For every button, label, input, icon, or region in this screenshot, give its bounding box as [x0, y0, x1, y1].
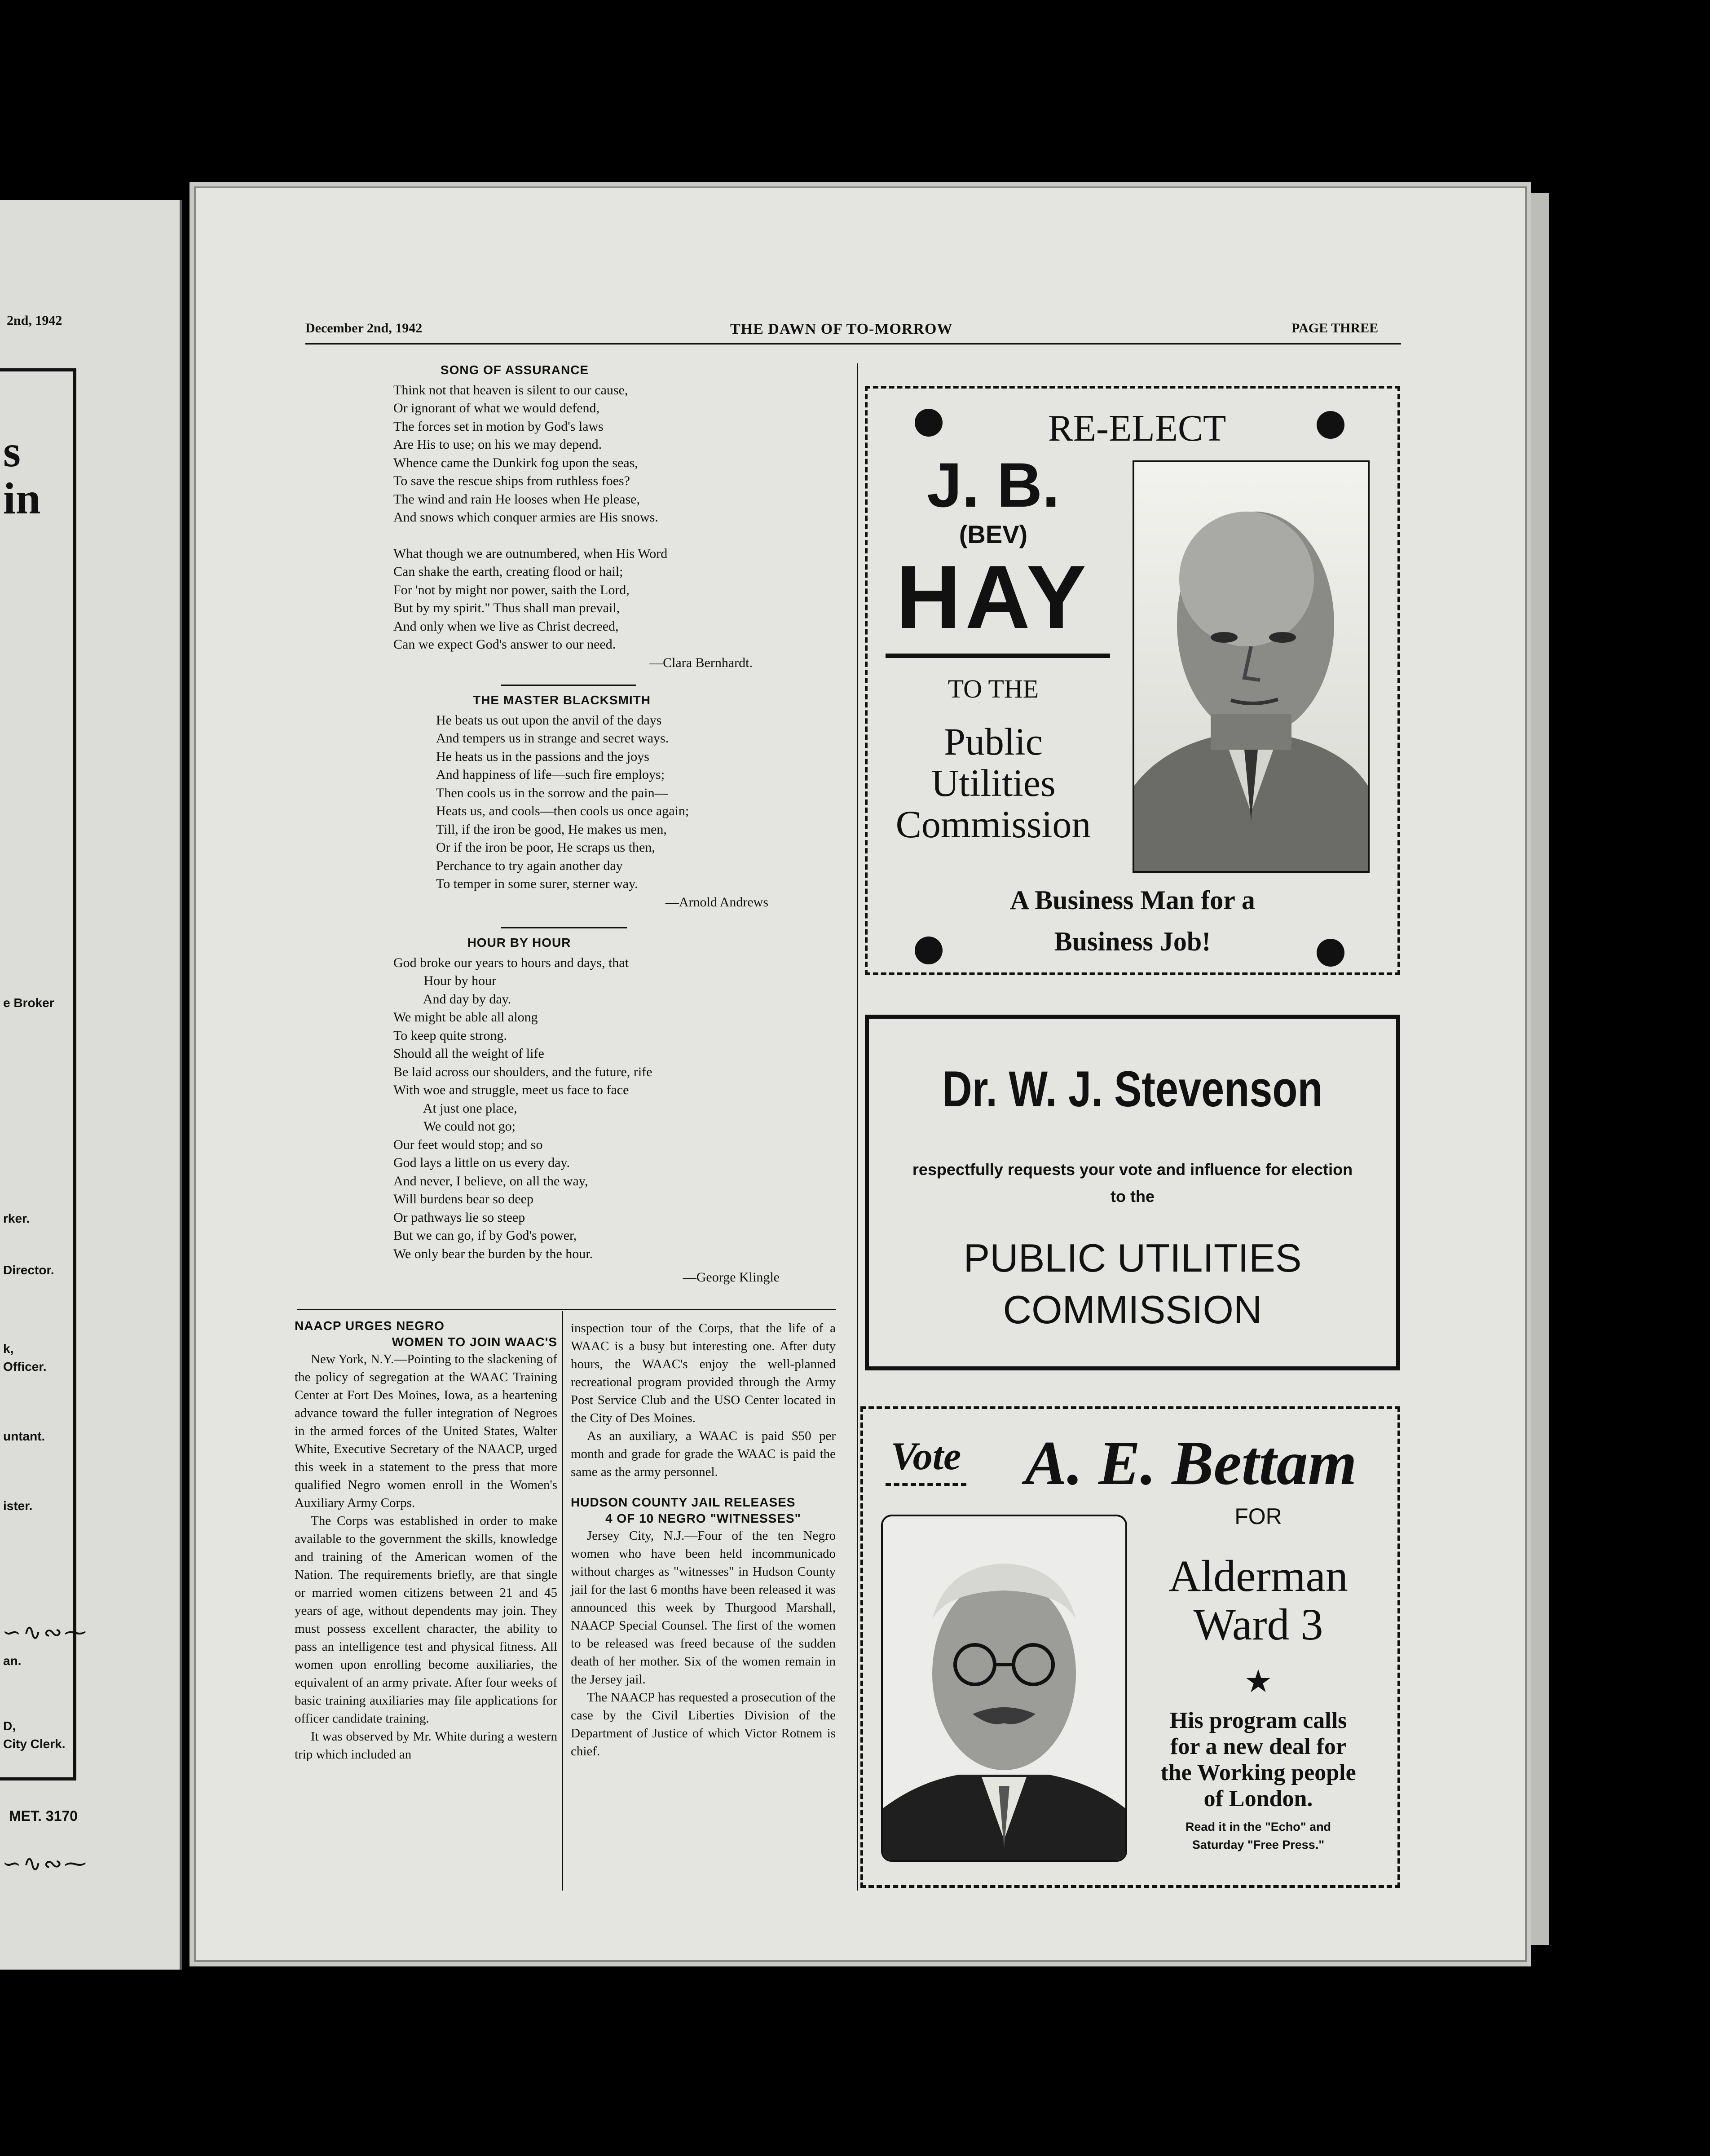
article-paragraph: inspection tour of the Corps, that the life of a WAAC is a busy but interesting one. After duty hours, the WAAC's enjoy the well-planned recreational program provided through the Army Post Service Club and the USO Center located in the City of Des Moines. [571, 1321, 836, 1425]
article-paragraph: As an auxiliary, a WAAC is paid $50 per month and grade for grade the WAAC is paid the same as the army personnel. [571, 1429, 836, 1479]
article-waac-col2 [571, 1319, 836, 1760]
ad-hay-slogan-1: A Business Man for a [1010, 885, 1255, 915]
newspaper-page [194, 186, 1527, 1962]
poem-title: HOUR BY HOUR [467, 936, 571, 950]
left-fragment: Director. [3, 1263, 54, 1277]
poem-master-blacksmith [436, 691, 840, 911]
poem-author: —Clara Bernhardt. [649, 655, 753, 670]
ad-bettam-office-1: Alderman [1168, 1551, 1348, 1601]
ad-bettam-program-2: for a new deal for [1170, 1734, 1346, 1759]
ad-hay-nickname: (BEV) [959, 520, 1028, 548]
poem-stanza: God broke our years to hours and days, that Hour by hour And day by day. We might be able all along To keep quite strong. Should all the weight of life Be laid across our shoulders, and the future, rife With woe and struggle, meet us face to face At just one place, We could not go; Our feet would stop; and so God lays a little on us every day. And never, I believe, on all the way, Will burdens bear so deep Or pathways lie so steep But we can go, if by God's power, We only bear the burden by the hour. [393, 955, 652, 1261]
left-phone-fragment: MET. 3170 [9, 1808, 78, 1824]
ornament-icon: ∽∿∾⁓ [2, 1620, 88, 1645]
ad-hay-slogan-2: Business Job! [1054, 927, 1211, 956]
left-partial-page [0, 200, 182, 1970]
article-paragraph: The Corps was established in order to make available to the government the skills, knowledge and training of the American women of the Nation. The requirements briefly, are that single or married women citizens between 21 and 45 years of age, without dependents may join. They must possess excellent character, the ability to pass an intelligence test and physical fitness. All women upon enrolling become auxiliaries, the equivalent of an army private. After four weeks of basic training auxiliaries may file applications for officer candidate training. [295, 1514, 557, 1726]
ad-bettam-read-1: Read it in the "Echo" and [1185, 1820, 1331, 1833]
ad-bettam-office-2: Ward 3 [1193, 1599, 1323, 1649]
ad-stevenson-name: Dr. W. J. Stevenson [942, 1061, 1323, 1117]
ad-bettam-for: FOR [1234, 1504, 1282, 1529]
star-icon: ★ [1244, 1665, 1273, 1699]
masthead-title: THE DAWN OF TO-MORROW [730, 321, 953, 337]
left-fragment: City Clerk. [3, 1737, 66, 1751]
ad-stevenson-request-2: to the [1111, 1187, 1155, 1206]
bullet-icon [1317, 411, 1344, 439]
ad-stevenson [865, 1015, 1400, 1370]
left-ad-box [0, 368, 76, 1780]
ad-bettam-vote: Vote [890, 1435, 961, 1478]
article-title: WOMEN TO JOIN WAAC'S [392, 1335, 557, 1349]
ad-hay-reelect: RE-ELECT [1048, 407, 1226, 449]
poem-hour-by-hour [393, 934, 842, 1287]
left-big-letter-2: in [3, 473, 41, 523]
left-fragment: k, [3, 1342, 14, 1356]
poem-stanza: What though we are outnumbered, when His Word Can shake the earth, creating flood or hail; For 'not by might nor power, saith the Lord, But by my spirit." Thus shall man prevail, And only when we live as Christ decreed, Can we expect God's answer to our need. [393, 546, 668, 652]
ad-hay-rule [886, 654, 1110, 658]
article-paragraph: Jersey City, N.J.—Four of the ten Negro women who have been held incommunicado without charges as "witnesses" in Hudson County jail for the last 6 months have been released it was announced this week by Thurgood Marshall, NAACP Special Counsel. The first of the women to be released was freed because of the sudden death of her mother. Six of the women remain in the Jersey jail. [571, 1529, 836, 1687]
poem-song-of-assurance [393, 361, 842, 672]
poem-divider [501, 685, 636, 686]
portrait-photo-icon [883, 1516, 1125, 1860]
left-fragment: untant. [3, 1429, 45, 1443]
left-big-letter-1: s [3, 426, 21, 476]
left-fragment: rker. [3, 1211, 30, 1225]
left-date-fragment: 2nd, 1942 [7, 313, 62, 328]
ad-bettam-vote-rule [886, 1483, 966, 1486]
ad-bettam-program-4: of London. [1203, 1786, 1313, 1811]
left-fragment: an. [3, 1654, 22, 1668]
left-fragment: Officer. [3, 1360, 47, 1374]
ad-bettam [860, 1406, 1400, 1888]
poem-stanza: Think not that heaven is silent to our cause, Or ignorant of what we would defend, The forces set in motion by God's laws Are His to use; on his we may depend. Whence came the Dunkirk fog upon the seas, To save the rescue ships from ruthless foes? The wind and rain He looses when He please, And snows which conquer armies are His snows. [393, 382, 658, 525]
article-title: 4 OF 10 NEGRO "WITNESSES" [605, 1511, 801, 1525]
bullet-icon [915, 409, 943, 437]
article-paragraph: New York, N.Y.—Pointing to the slackening of the policy of segregation at the WAAC Training Center at Fort Des Moines, Iowa, as a heartening advance toward the fuller integration of Negroes in the armed forces of the United States, Walter White, Executive Secretary of the NAACP, urged this week in a statement to the press that more qualified Negro women enroll in the Women's Auxiliary Army Corps. [295, 1352, 557, 1510]
ad-hay-initials: J. B. [927, 450, 1060, 520]
ad-bettam-name: A. E. Bettam [1025, 1428, 1357, 1498]
page-date: December 2nd, 1942 [305, 321, 423, 336]
column-rule [562, 1311, 563, 1891]
ad-stevenson-office-1: PUBLIC UTILITIES [963, 1236, 1302, 1280]
header-rule [305, 343, 1401, 345]
left-fragment: e Broker [3, 996, 54, 1010]
poem-divider [501, 927, 627, 928]
ad-bettam-portrait [881, 1515, 1127, 1862]
poem-stanza: He beats us out upon the anvil of the days And tempers us in strange and secret ways. He heats us in the passions and the joys And happiness of life—such fire employs; Then cools us in the sorrow and the pain— Heats us, and cools—then cools us once again; Till, if the iron be good, He makes us men, Or if the iron be poor, He scraps us then, Perchance to try again another day To temper in some surer, sterner way. [436, 712, 689, 891]
ad-bettam-program-3: the Working people [1160, 1760, 1356, 1785]
article-title: HUDSON COUNTY JAIL RELEASES [571, 1495, 796, 1509]
ad-hay-to-the: TO THE [948, 674, 1039, 703]
poem-title: SONG OF ASSURANCE [440, 363, 589, 377]
ad-bettam-read-2: Saturday "Free Press." [1192, 1838, 1325, 1851]
ad-hay-office-3: Commission [895, 803, 1091, 846]
ad-bettam-program-1: His program calls [1169, 1708, 1347, 1733]
ad-hay [865, 386, 1400, 975]
article-paragraph: The NAACP has requested a prosecution of the case by the Civil Liberties Division of the Department of Justice of which Victor Rotnem is chief. [571, 1690, 836, 1758]
page-number: PAGE THREE [1291, 321, 1379, 336]
left-fragment: D, [3, 1719, 16, 1733]
ad-hay-office-1: Public [944, 720, 1043, 763]
ad-hay-surname: HAY [896, 547, 1091, 647]
ad-hay-portrait [1133, 460, 1370, 873]
section-rule [297, 1309, 836, 1310]
ornament-icon: ∽∿∾⁓ [2, 1851, 88, 1876]
poem-author: —Arnold Andrews [665, 894, 768, 910]
poem-author: —George Klingle [683, 1270, 780, 1285]
ad-hay-office-2: Utilities [931, 761, 1056, 804]
ad-stevenson-office-2: COMMISSION [1003, 1287, 1262, 1332]
article-title: NAACP URGES NEGRO [295, 1319, 445, 1333]
column-rule [857, 363, 858, 1891]
article-paragraph: It was observed by Mr. White during a western trip which included an [295, 1729, 557, 1762]
poem-title: THE MASTER BLACKSMITH [473, 693, 651, 707]
portrait-photo-icon [1134, 462, 1368, 871]
left-fragment: ister. [3, 1499, 33, 1513]
ad-stevenson-request-1: respectfully requests your vote and influence for election [912, 1160, 1353, 1179]
article-waac-col1 [295, 1318, 557, 1763]
